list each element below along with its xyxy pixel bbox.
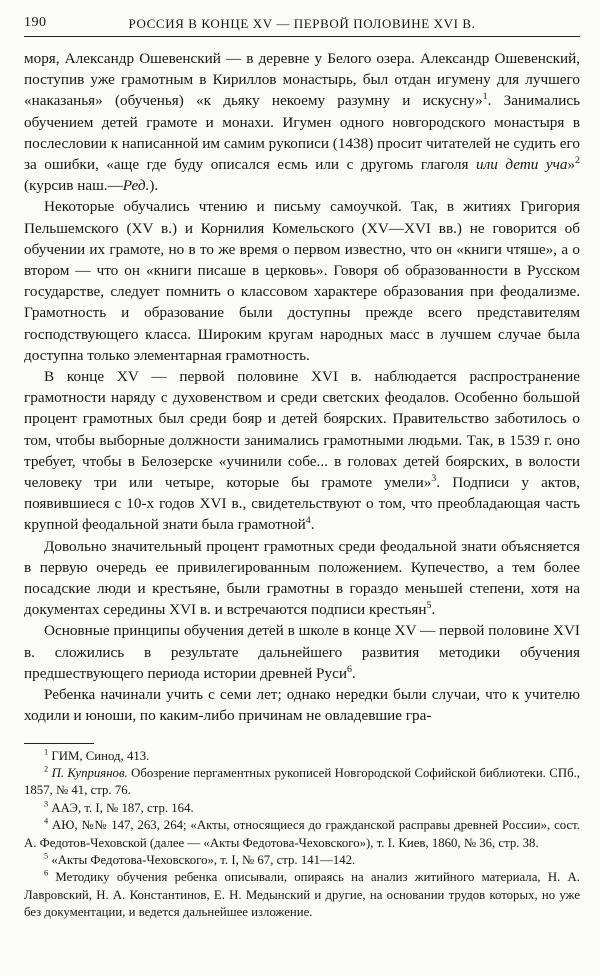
footnote: $^3$ ААЭ, т. I, № 187, стр. 164. <box>44 799 194 815</box>
paragraph-1: моря, Александр Ошевенский — в деревне у Белого озера. Александр Ошевенский, поступив уже грамотным в Кириллов монастырь, был отдан игумену для лучшего «наказанья» (обученья) «к дьяку некоему разумну и искусну»$^1$. Занимались обучением детей грамоте и монахи. Игумен одного новгородского монастыря в послесловии к написанной им самим рукописи (1438) просит читателей не судить его за ошибки, «аще где буду описался есмь или с другомь глаголя или дети уча»$^2$ (курсив наш.—Ред.). <box>24 50 580 195</box>
footnote-ref-2: 2 <box>575 154 580 166</box>
paragraph-4: Довольно значительный процент грамотных среди феодальной знати объясняется в первую очередь ее привилегированным положением. Купечество, а тем более посадские люди и крестьяне, были грамотны в гораздо меньшей степени, хотя на документах середины XVI в. и встречаются подписи крестьян$^5$. <box>24 537 580 619</box>
page-header <box>24 10 580 37</box>
footnote: $^2$ П. Куприянов. Обозрение пергаментных рукописей Новгородской Софийской библиотеки. СПб., 1857, № 41, стр. 76. <box>24 764 580 798</box>
page-number: 190 <box>24 15 47 30</box>
paragraph-6: Ребенка начинали учить с семи лет; однако нередки были случаи, что к учителю ходили и юноши, по каким-либо причинам не овладевшие гра- <box>24 686 580 725</box>
footnote: $^4$ АЮ, №№ 147, 263, 264; «Акты, относящиеся до гражданской расправы древней России», сост. А. Федотов-Чеховской (далее — «Акты Федотова-Чеховского»), т. I. Киев, 1860, № 36, стр. 38. <box>24 816 580 850</box>
book-page <box>24 10 580 922</box>
footnote-ref-4: 4 <box>305 515 311 527</box>
footnote-ref-5: 5 <box>426 600 432 612</box>
italic-phrase: или дети уча <box>475 156 568 174</box>
footnote-author: П. Куприянов. <box>48 765 128 780</box>
paragraph-5: Основные принципы обучения детей в школе в конце XV — первой половине XVI в. сложились в результате дальнейшего развития методики обучения предшествующего периода истории древней Руси$^6$. <box>24 622 580 682</box>
paragraph-3: В конце XV — первой половине XVI в. наблюдается распространение грамотности наряду с духовенством и среди светских феодалов. Особенно большой процент грамотных был среди бояр и детей боярских. Правительство заботилось о том, чтобы выборные должности занимались грамотными людьми. Так, в 1539 г. оно требует, чтобы в Белозерске «учинили собе... в головах детей боярских, в волости человеку три или четыре, которые бы грамоте умели»$^3$. Подписи у актов, появившиеся с 10-х годов XVI в., свидетельствуют о том, что преобладающая часть крупной феодальной знати была грамотной$^4$. <box>24 368 580 534</box>
footnote-ref-3: 3 <box>431 473 437 484</box>
footnote-ref-6: 6 <box>346 663 352 675</box>
footnote-ref-1: 1 <box>482 91 488 103</box>
footnote: $^1$ ГИМ, Синод, 413. <box>44 747 150 763</box>
footnote: $^5$ «Акты Федотова-Чеховского», т. I, № 67, стр. 141—142. <box>44 851 356 867</box>
footnotes <box>24 748 580 922</box>
footnote: $^6$ Методику обучения ребенка описывали, опираясь на анализ житийного материала, Н. А. Лавровский, Н. А. Константинов, Е. Н. Медынский и другие, на основании трудов которых, но уже без документации, и ведется дальнейшее изложение. <box>24 869 580 920</box>
main-text <box>24 48 580 727</box>
editor-mark: Ред. <box>122 177 150 195</box>
footnote-divider <box>24 743 94 744</box>
paragraph-2: Некоторые обучались чтению и письму самоучкой. Так, в житиях Григория Пельшемского (XV в.) и Корнилия Комельского (XV—XVI вв.) не говорится об обучении их грамоте, но в то же время о первом известно, что он «книги чтяше», а о втором — что он «книги писаше в церковь». Говоря об образованности в Русском государстве, следует помнить о классовом характере образования при феодализме. Грамотность и образование были доступны прежде всего представителям господствующего класса. Широким кругам народных масс в лучшем случае была доступна только элементарная грамотность. <box>24 198 580 364</box>
running-title: РОССИЯ В КОНЦЕ XV — ПЕРВОЙ ПОЛОВИНЕ XVI В. <box>128 16 476 31</box>
